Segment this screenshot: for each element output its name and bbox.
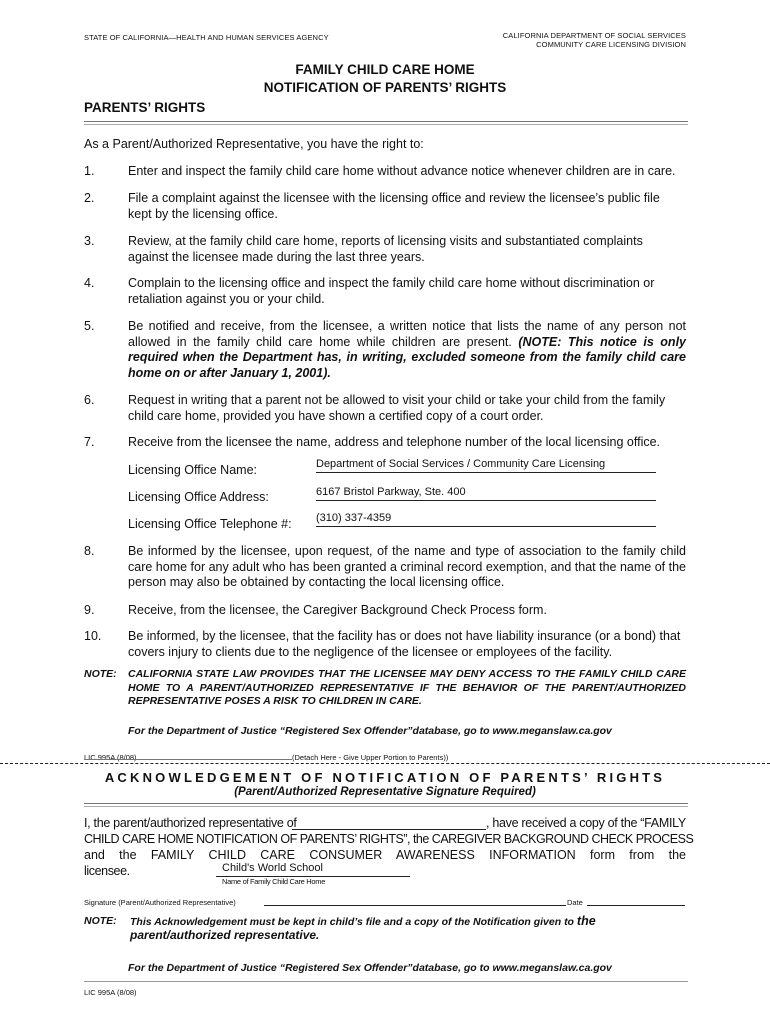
right-9-number: 9.: [84, 603, 95, 617]
home-name-label: Name of Family Child Care Home: [222, 877, 326, 886]
licensing-name-label: Licensing Office Name:: [128, 463, 257, 477]
date-label: Date: [567, 898, 583, 907]
right-9-text: Receive, from the licensee, the Caregiver Background Check Process form.: [128, 603, 547, 617]
footer-rule: [84, 981, 688, 982]
note2-text-1b: the: [576, 914, 596, 928]
doj-line-2: For the Department of Justice “Registered Sex Offender”database, go to www.meganslaw.ca.gov: [128, 962, 612, 974]
ack-text-4: and the FAMILY CHILD CARE CONSUMER AWARENESS INFORMATION form from the: [84, 848, 686, 862]
right-8-number: 8.: [84, 544, 95, 558]
detach-dashed-line: [0, 763, 770, 764]
ack-rule-top: [84, 803, 688, 804]
right-8-text: Be informed by the licensee, upon request, of the name and type of association to the family child care home for any adult who has been granted a criminal record exemption, and that the name of the person may also be obtained by contacting the local licensing office.: [128, 544, 686, 589]
signature-field[interactable]: [264, 905, 566, 906]
heading-rule-bottom: [84, 124, 688, 125]
right-2-number: 2.: [84, 191, 95, 205]
licensing-phone-label: Licensing Office Telephone #:: [128, 517, 292, 531]
right-6-number: 6.: [84, 393, 95, 407]
right-1-number: 1.: [84, 164, 95, 178]
date-field[interactable]: [587, 905, 685, 906]
ack-rule-bottom: [84, 806, 688, 807]
ack-subtitle: (Parent/Authorized Representative Signature Required): [234, 786, 536, 798]
right-10-number: 10.: [84, 629, 102, 643]
detach-text: (Detach Here - Give Upper Portion to Parents)): [292, 753, 449, 762]
note-label: NOTE:: [84, 668, 117, 680]
form-code-rule: [84, 759, 292, 760]
ack-text-3: CHILD CARE HOME NOTIFICATION OF PARENTS’ RIGHTS”, the CAREGIVER BACKGROUND CHECK PROCESS: [84, 832, 694, 846]
child-name-field[interactable]: [292, 829, 486, 830]
doj-line: For the Department of Justice “Registered Sex Offender”database, go to www.meganslaw.ca.gov: [128, 725, 612, 737]
right-4-number: 4.: [84, 276, 95, 290]
right-1-text: Enter and inspect the family child care home without advance notice whenever children are in care.: [128, 164, 676, 178]
right-5-body: Be notified and receive, from the licensee, a written notice that lists the name of any person not allowed in the family child care home while children are present.: [128, 319, 686, 349]
right-5-text: [128, 319, 686, 381]
heading-rule-top: [84, 121, 688, 122]
note2-text-1: This Acknowledgement must be kept in child’s file and a copy of the Notification given to: [130, 916, 574, 928]
right-2-text: File a complaint against the licensee with the licensing office and review the licensee’s public file kept by the licensing office.: [128, 191, 660, 221]
agency-left: STATE OF CALIFORNIA—HEALTH AND HUMAN SERVICES AGENCY: [84, 33, 329, 42]
right-6-text: Request in writing that a parent not be allowed to visit your child or take your child from the family child care home, provided you have shown a certified copy of a court order.: [128, 393, 666, 423]
ack-text-1: I, the parent/authorized representative of: [84, 816, 297, 830]
right-5-number: 5.: [84, 319, 95, 333]
licensing-address-field[interactable]: 6167 Bristol Parkway, Ste. 400: [316, 486, 656, 501]
right-5-note: (NOTE: This notice is only required when the Department has, in writing, excluded someone from the family child care home on or after January 1, 2001).: [128, 334, 686, 380]
agency-right-2: COMMUNITY CARE LICENSING DIVISION: [536, 40, 686, 49]
right-3-text: Review, at the family child care home, reports of licensing visits and substantiated complaints against the licensee made during the last three years.: [128, 234, 643, 264]
licensing-address-label: Licensing Office Address:: [128, 490, 269, 504]
note-text: CALIFORNIA STATE LAW PROVIDES THAT THE LICENSEE MAY DENY ACCESS TO THE FAMILY CHILD CARE HOME TO A PARENT/AUTHORIZED REPRESENTATIVE IF THE BEHAVIOR OF THE PARENT/AUTHORIZED REPRESENTATIVE POSES A RISK TO CHILDREN IN CARE.: [128, 668, 686, 707]
section-heading: PARENTS’ RIGHTS: [84, 100, 206, 115]
right-7-number: 7.: [84, 435, 95, 449]
note2-text-2: parent/authorized representative.: [130, 928, 320, 942]
title-line-2: NOTIFICATION OF PARENTS’ RIGHTS: [263, 80, 507, 95]
ack-text-5: licensee.: [84, 864, 130, 878]
agency-right: [503, 31, 686, 49]
form-code: LIC 995A (8/08): [84, 753, 137, 762]
intro-text: As a Parent/Authorized Representative, you have the right to:: [84, 137, 424, 151]
licensing-name-field[interactable]: Department of Social Services / Community Care Licensing: [316, 458, 656, 473]
ack-title: ACKNOWLEDGEMENT OF NOTIFICATION OF PARENTS’ RIGHTS: [104, 770, 666, 785]
ack-text-2: , have received a copy of the “FAMILY: [486, 816, 686, 830]
note2-label: NOTE:: [84, 915, 117, 927]
home-name-value[interactable]: Child's World School: [222, 862, 323, 874]
agency-right-1: CALIFORNIA DEPARTMENT OF SOCIAL SERVICES: [502, 31, 686, 40]
title-line-1: FAMILY CHILD CARE HOME: [295, 62, 475, 77]
form-code-2: LIC 995A (8/08): [84, 988, 137, 997]
signature-label: Signature (Parent/Authorized Representative): [84, 898, 236, 907]
right-7-text: Receive from the licensee the name, address and telephone number of the local licensing office.: [128, 435, 661, 449]
right-3-number: 3.: [84, 234, 95, 248]
right-10-text: Be informed, by the licensee, that the facility has or does not have liability insurance (or a bond) that covers injury to clients due to the negligence of the licensee or employees of the facility.: [128, 629, 681, 659]
licensing-phone-field[interactable]: (310) 337-4359: [316, 512, 656, 527]
right-4-text: Complain to the licensing office and inspect the family child care home without discrimination or retaliation against you or your child.: [128, 276, 655, 306]
